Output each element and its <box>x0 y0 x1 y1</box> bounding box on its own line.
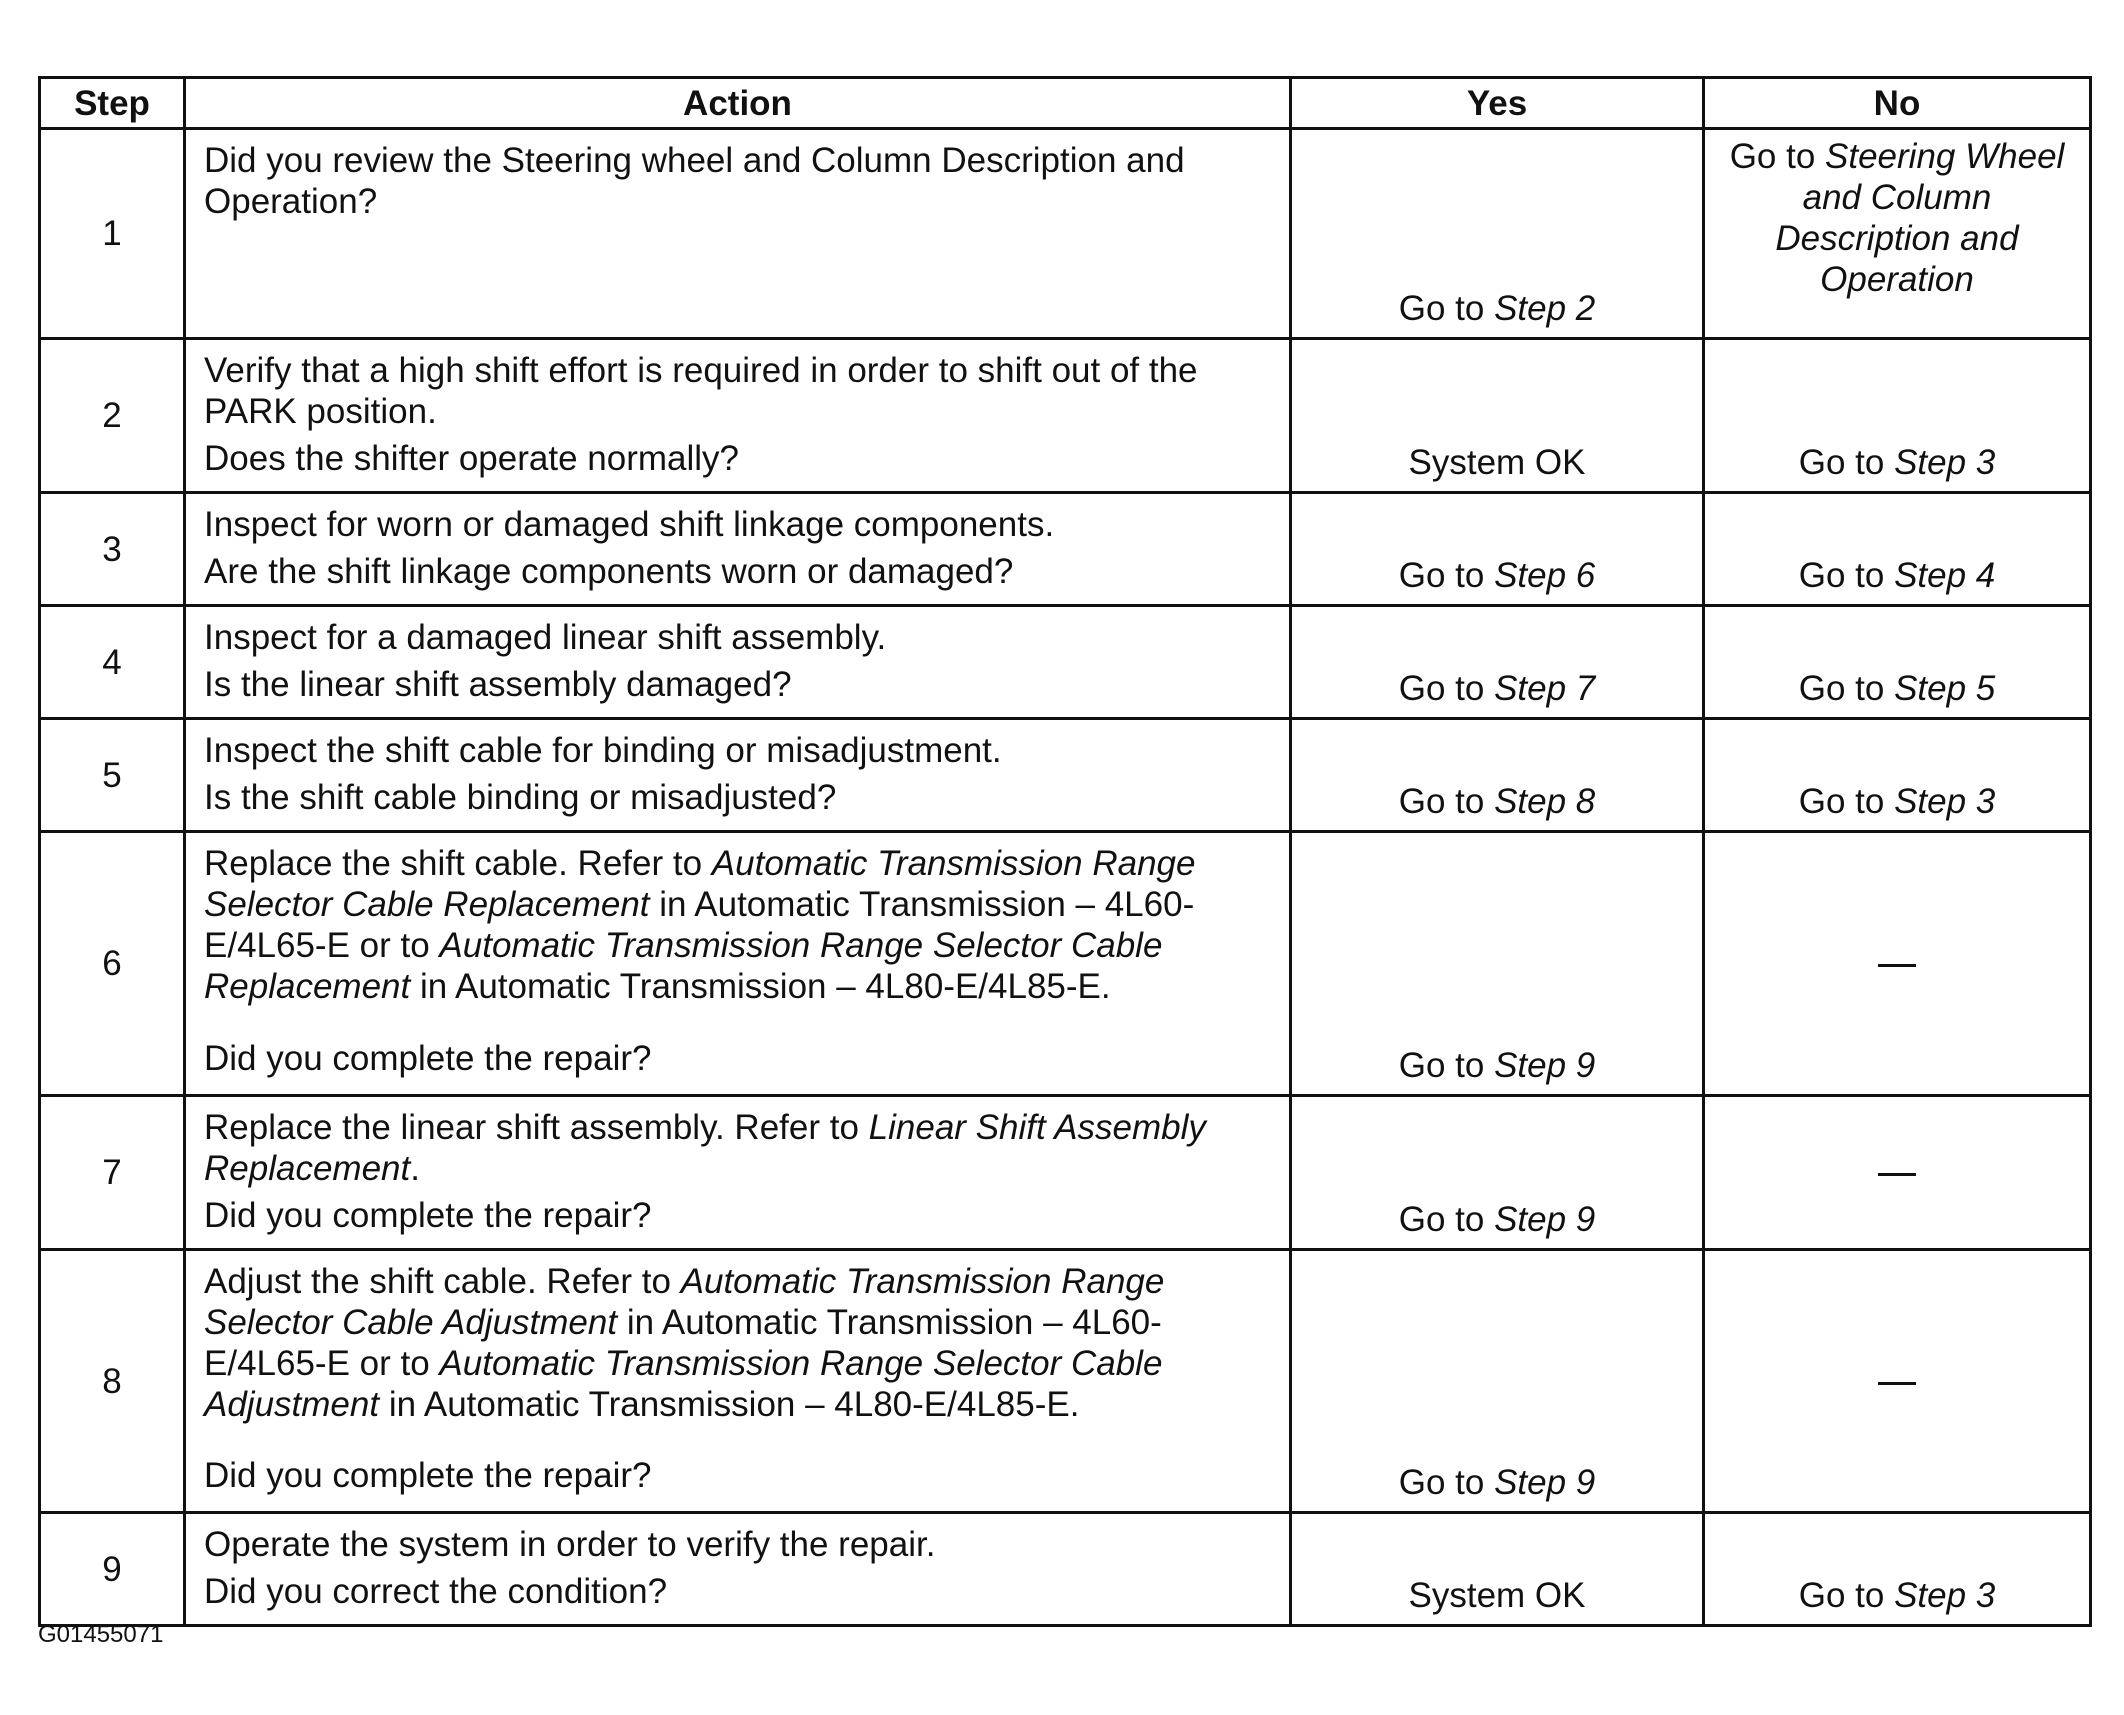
yes-text-italic: Step 9 <box>1494 1200 1596 1239</box>
step-number: 7 <box>40 1096 185 1250</box>
action-text-plain: Adjust the shift cable. Refer to <box>204 1262 681 1301</box>
step-number: 4 <box>40 606 185 719</box>
em-dash <box>1878 964 1916 967</box>
step-number: 6 <box>40 832 185 1096</box>
action-text-plain: in Automatic Transmission – 4L60-E/4L65-E or to <box>204 1303 1162 1383</box>
no-cell <box>1704 339 2091 493</box>
table-row <box>40 606 2091 719</box>
action-text-italic: Automatic Transmission Range Selector Cable Replacement <box>204 844 1196 924</box>
action-question: Are the shift linkage components worn or damaged? <box>204 552 1014 591</box>
action-text-plain: Inspect for worn or damaged shift linkage components. <box>204 505 1055 544</box>
action-instruction <box>204 350 1267 432</box>
action-text-plain: Replace the linear shift assembly. Refer to <box>204 1108 869 1147</box>
yes-cell <box>1291 719 1704 832</box>
yes-text-plain: Go to <box>1398 782 1495 821</box>
yes-cell <box>1291 606 1704 719</box>
header-yes: Yes <box>1291 78 1704 129</box>
yes-cell <box>1291 1096 1704 1250</box>
step-number: 2 <box>40 339 185 493</box>
no-text-plain: Go to <box>1798 556 1895 595</box>
no-text-italic: Steering Wheel and Column Description and Operation <box>1775 137 2065 299</box>
action-cell <box>185 1513 1291 1626</box>
action-instruction <box>204 843 1267 1007</box>
table-row <box>40 1250 2091 1513</box>
header-action: Action <box>185 78 1291 129</box>
action-text-plain: in Automatic Transmission – 4L60-E/4L65-E or to <box>204 885 1195 965</box>
em-dash <box>1878 1382 1916 1385</box>
table-row <box>40 719 2091 832</box>
yes-text-italic: Step 7 <box>1494 669 1596 708</box>
action-cell <box>185 1096 1291 1250</box>
table-row <box>40 832 2091 1096</box>
action-cell <box>185 719 1291 832</box>
step-number: 8 <box>40 1250 185 1513</box>
no-cell <box>1704 1250 2091 1513</box>
header-no: No <box>1704 78 2091 129</box>
yes-text-plain: Go to <box>1398 1046 1495 1085</box>
action-text-plain: . <box>410 1149 420 1188</box>
action-text-italic: Automatic Transmission Range Selector Cable Adjustment <box>204 1262 1165 1342</box>
yes-cell <box>1291 339 1704 493</box>
no-cell <box>1704 493 2091 606</box>
yes-text-plain: System OK <box>1408 443 1586 482</box>
action-question: Did you correct the condition? <box>204 1572 668 1611</box>
header-step: Step <box>40 78 185 129</box>
action-text-plain: Operate the system in order to verify the repair. <box>204 1525 936 1564</box>
action-text-plain: Replace the shift cable. Refer to <box>204 844 712 883</box>
action-text-italic: Automatic Transmission Range Selector Cable Adjustment <box>204 1344 1163 1424</box>
action-question: Does the shifter operate normally? <box>204 439 739 478</box>
action-cell <box>185 1250 1291 1513</box>
action-instruction <box>204 504 1267 545</box>
yes-text-plain: System OK <box>1408 1576 1586 1615</box>
step-number: 9 <box>40 1513 185 1626</box>
action-instruction <box>204 140 1267 222</box>
action-instruction <box>204 1524 1267 1565</box>
yes-text-plain: Go to <box>1398 1463 1495 1502</box>
no-text-plain: Go to <box>1798 443 1895 482</box>
action-cell <box>185 493 1291 606</box>
no-text-italic: Step 5 <box>1894 669 1996 708</box>
yes-cell <box>1291 1513 1704 1626</box>
action-text-plain: in Automatic Transmission – 4L80-E/4L85-E. <box>410 967 1111 1006</box>
diagnostic-table <box>38 76 2092 1627</box>
action-text-plain: Verify that a high shift effort is required in order to shift out of the PARK position. <box>204 351 1198 431</box>
yes-text-plain: Go to <box>1398 556 1495 595</box>
action-cell <box>185 129 1291 339</box>
yes-text-plain: Go to <box>1398 669 1495 708</box>
no-cell <box>1704 719 2091 832</box>
action-text-plain: Inspect for a damaged linear shift assembly. <box>204 618 887 657</box>
action-cell <box>185 339 1291 493</box>
action-instruction <box>204 730 1267 771</box>
yes-cell <box>1291 493 1704 606</box>
action-instruction <box>204 1261 1267 1425</box>
action-instruction <box>204 1107 1267 1189</box>
table-row <box>40 1096 2091 1250</box>
step-number: 3 <box>40 493 185 606</box>
no-cell <box>1704 129 2091 339</box>
step-number: 5 <box>40 719 185 832</box>
yes-text-italic: Step 9 <box>1494 1463 1596 1502</box>
no-text-plain: Go to <box>1798 1576 1895 1615</box>
action-text-plain: Inspect the shift cable for binding or misadjustment. <box>204 731 1002 770</box>
no-text-italic: Step 3 <box>1894 443 1996 482</box>
table-row <box>40 129 2091 339</box>
yes-text-italic: Step 9 <box>1494 1046 1596 1085</box>
action-text-plain: Did you review the Steering wheel and Column Description and Operation? <box>204 141 1185 221</box>
action-question: Did you complete the repair? <box>204 1456 652 1495</box>
no-cell <box>1704 1513 2091 1626</box>
no-cell <box>1704 832 2091 1096</box>
table-body <box>40 129 2091 1626</box>
header-row <box>40 78 2091 129</box>
em-dash <box>1878 1173 1916 1176</box>
action-text-italic: Automatic Transmission Range Selector Cable Replacement <box>204 926 1163 1006</box>
yes-cell <box>1291 832 1704 1096</box>
action-instruction <box>204 617 1267 658</box>
yes-text-plain: Go to <box>1398 289 1495 328</box>
action-cell <box>185 606 1291 719</box>
no-text-plain: Go to <box>1798 669 1895 708</box>
no-cell <box>1704 1096 2091 1250</box>
table-row <box>40 339 2091 493</box>
table-row <box>40 1513 2091 1626</box>
action-question: Is the linear shift assembly damaged? <box>204 665 792 704</box>
no-text-italic: Step 3 <box>1894 782 1996 821</box>
no-text-plain: Go to <box>1729 137 1826 176</box>
figure-id: G01455071 <box>38 1621 164 1648</box>
action-question: Did you complete the repair? <box>204 1196 652 1235</box>
action-question: Is the shift cable binding or misadjusted? <box>204 778 837 817</box>
action-question: Did you complete the repair? <box>204 1039 652 1078</box>
no-text-italic: Step 3 <box>1894 1576 1996 1615</box>
yes-text-plain: Go to <box>1398 1200 1495 1239</box>
action-text-italic: Linear Shift Assembly Replacement <box>204 1108 1206 1188</box>
no-text-plain: Go to <box>1798 782 1895 821</box>
no-cell <box>1704 606 2091 719</box>
step-number: 1 <box>40 129 185 339</box>
yes-cell <box>1291 1250 1704 1513</box>
action-text-plain: in Automatic Transmission – 4L80-E/4L85-E. <box>379 1385 1080 1424</box>
no-text-italic: Step 4 <box>1894 556 1996 595</box>
yes-cell <box>1291 129 1704 339</box>
action-cell <box>185 832 1291 1096</box>
yes-text-italic: Step 6 <box>1494 556 1596 595</box>
table-row <box>40 493 2091 606</box>
yes-text-italic: Step 8 <box>1494 782 1596 821</box>
yes-text-italic: Step 2 <box>1494 289 1596 328</box>
